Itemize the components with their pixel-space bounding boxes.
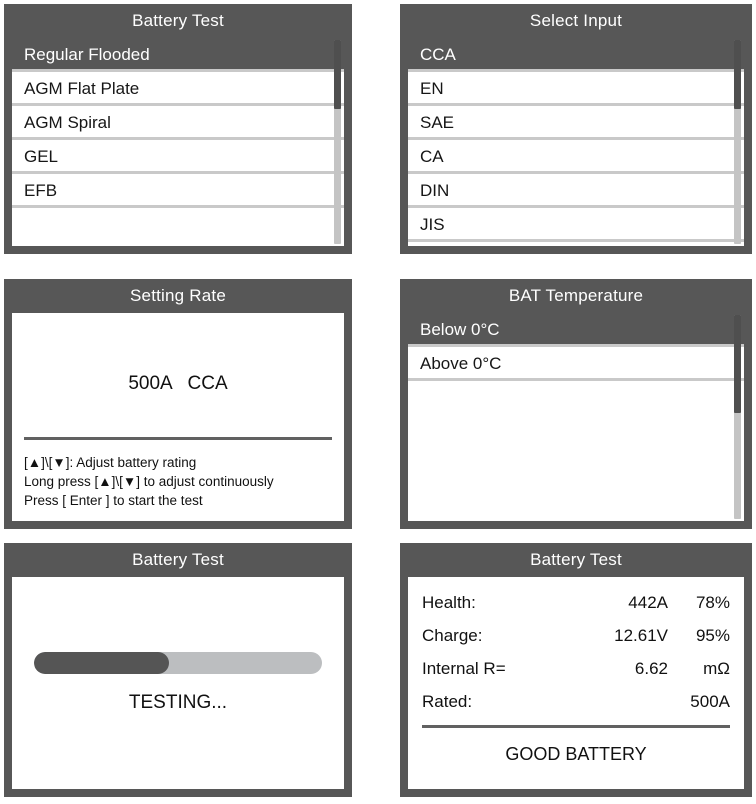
- result-label: Internal R=: [422, 658, 506, 678]
- result-value: 6.62: [634, 658, 668, 678]
- rate-container: [12, 313, 344, 521]
- list-item[interactable]: [408, 38, 744, 72]
- panel-title: Battery Test: [132, 550, 224, 569]
- list-item[interactable]: [408, 313, 744, 347]
- result-value: 442A: [628, 592, 668, 612]
- scrollbar-thumb[interactable]: [334, 40, 341, 109]
- panel-body: [12, 313, 344, 521]
- panel-title: Setting Rate: [130, 286, 226, 305]
- panel-body: [12, 38, 344, 246]
- battery-rating-value[interactable]: 500A CCA: [128, 373, 228, 394]
- list-item[interactable]: [12, 140, 344, 174]
- progress-bar-fill: [34, 652, 169, 674]
- list-item-label: GEL: [24, 147, 59, 166]
- hint-line: Long press [▲]\[▼] to adjust continuously: [24, 474, 274, 489]
- panel-title: Battery Test: [132, 11, 224, 30]
- divider: [24, 437, 332, 440]
- result-unit: 95%: [695, 625, 730, 645]
- list-item-label: CCA: [420, 45, 456, 64]
- list-item[interactable]: [408, 72, 744, 106]
- list-item-label: AGM Spiral: [24, 113, 111, 132]
- select-input-list[interactable]: [408, 38, 744, 246]
- panel-body: [408, 577, 744, 789]
- list-item-label: CA: [420, 147, 444, 166]
- divider: [422, 725, 730, 728]
- list-item[interactable]: [12, 38, 344, 72]
- result-label: Rated:: [422, 691, 473, 711]
- list-item-label: Below 0°C: [420, 320, 500, 339]
- progress-bar: [34, 652, 322, 674]
- panel-results: [400, 543, 752, 797]
- panel-battery-type: [4, 4, 352, 254]
- list-item[interactable]: [408, 106, 744, 140]
- battery-type-list[interactable]: [12, 38, 344, 246]
- panel-bat-temperature: [400, 279, 752, 529]
- list-item[interactable]: [408, 140, 744, 174]
- hint-line: Press [ Enter ] to start the test: [24, 493, 203, 508]
- panel-title: Battery Test: [530, 550, 622, 569]
- hint-line: [▲]\[▼]: Adjust battery rating: [24, 455, 197, 470]
- panel-title: Select Input: [529, 11, 623, 30]
- result-unit: mΩ: [703, 658, 730, 678]
- panel-select-input: [400, 4, 752, 254]
- verdict-text: GOOD BATTERY: [505, 744, 647, 764]
- result-unit: 78%: [695, 592, 730, 612]
- scrollbar[interactable]: [734, 40, 741, 244]
- result-value: 12.61V: [614, 625, 668, 645]
- panel-body: [408, 38, 744, 246]
- list-item-label: EFB: [24, 181, 58, 200]
- scrollbar[interactable]: [734, 315, 741, 519]
- panel-body: [12, 577, 344, 789]
- scrollbar[interactable]: [334, 40, 341, 244]
- progress-container: [12, 577, 344, 789]
- list-item-label: DIN: [420, 181, 450, 200]
- bat-temperature-list[interactable]: [408, 313, 744, 521]
- list-item-label: JIS: [420, 215, 445, 234]
- list-item-label: Above 0°C: [420, 354, 502, 373]
- result-row-health: [422, 586, 730, 619]
- list-item-label: SAE: [420, 113, 455, 132]
- list-item[interactable]: [12, 174, 344, 208]
- result-row-internal-resistance: [422, 652, 730, 685]
- result-label: Health:: [422, 592, 476, 612]
- result-row-rated: [422, 685, 730, 718]
- list-item-label: AGM Flat Plate: [24, 79, 140, 98]
- list-item[interactable]: [408, 174, 744, 208]
- scrollbar-thumb[interactable]: [734, 315, 741, 413]
- status-text: TESTING...: [128, 692, 228, 713]
- results-container: [408, 577, 744, 789]
- list-item[interactable]: [408, 347, 744, 381]
- panel-body: [408, 313, 744, 521]
- result-unit: 500A: [690, 691, 730, 711]
- result-label: Charge:: [422, 625, 483, 645]
- panel-setting-rate: [4, 279, 352, 529]
- panel-title: BAT Temperature: [508, 286, 644, 305]
- list-item-label: EN: [420, 79, 444, 98]
- list-item[interactable]: [12, 72, 344, 106]
- list-item[interactable]: [12, 106, 344, 140]
- list-item[interactable]: [408, 208, 744, 242]
- result-row-charge: [422, 619, 730, 652]
- scrollbar-thumb[interactable]: [734, 40, 741, 109]
- panel-testing: [4, 543, 352, 797]
- hint-text: [24, 453, 332, 510]
- list-item-label: Regular Flooded: [24, 45, 150, 64]
